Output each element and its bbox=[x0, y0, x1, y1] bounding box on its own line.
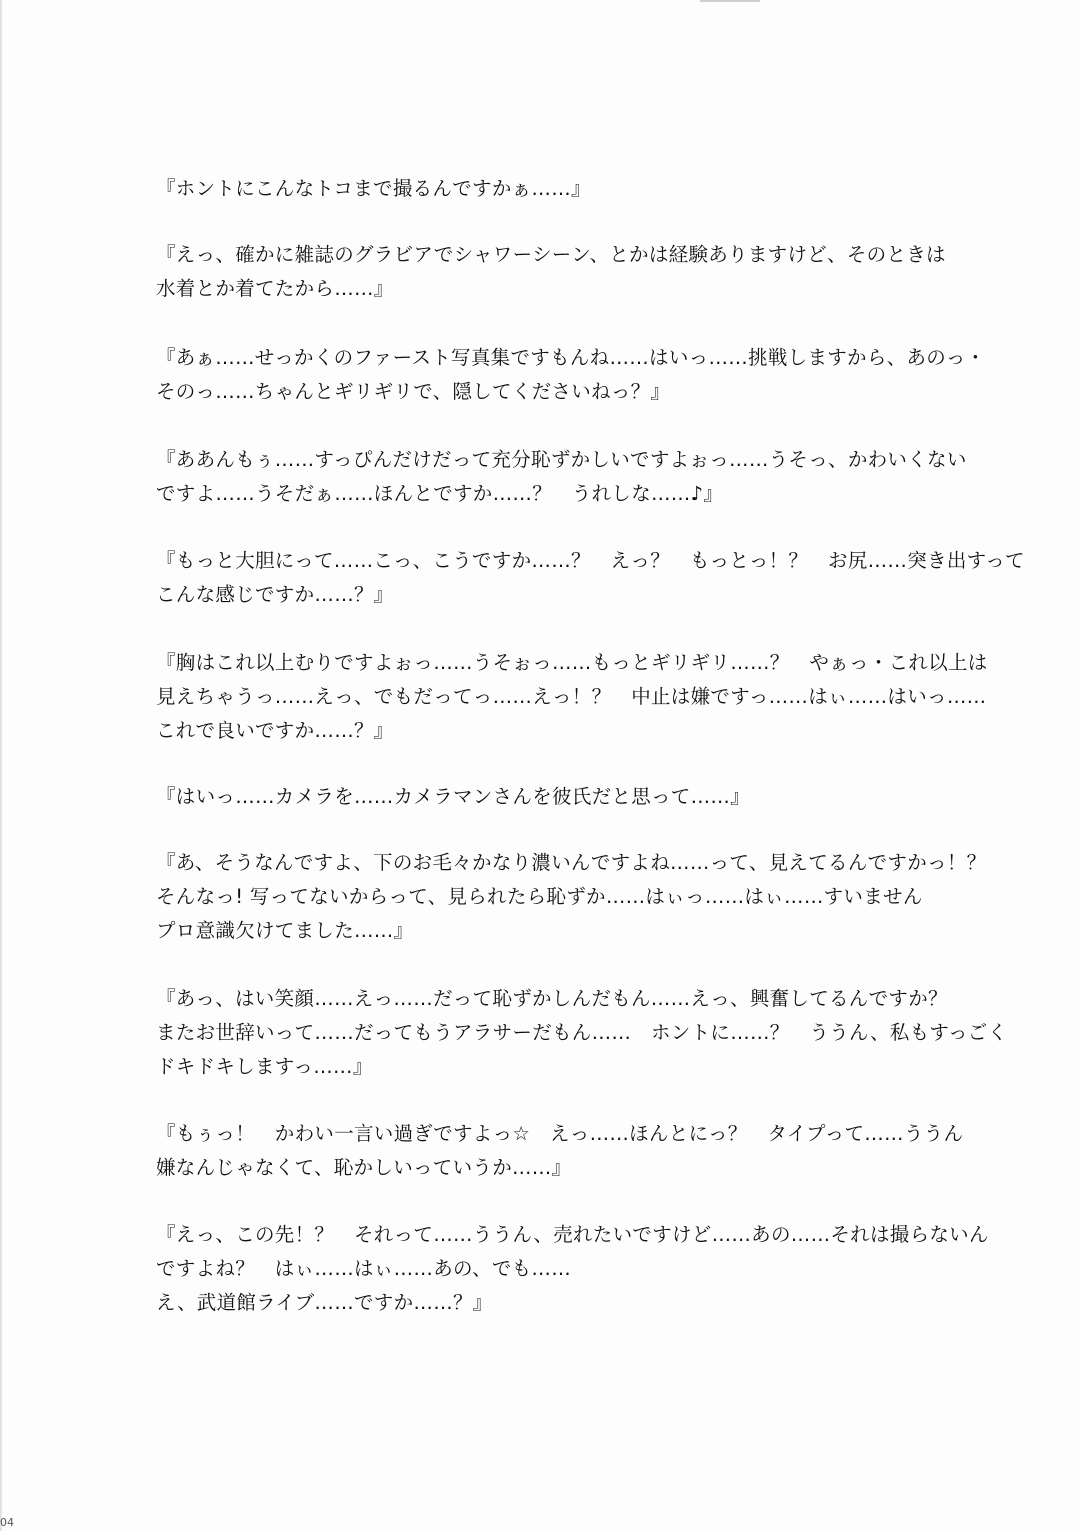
scan-mark bbox=[700, 0, 760, 2]
text-line: ドキドキしますっ……』 bbox=[156, 1055, 373, 1078]
text-line: 『あっ、はい笑顔……えっ……だって恥ずかしんだもん……えっ、興奮してるんですか？ bbox=[156, 987, 948, 1010]
paragraph bbox=[156, 982, 1008, 1084]
text-line: 『胸はこれ以上むりですよぉっ……うそぉっ……もっとギリギリ……？ やぁっ・これ以上は bbox=[156, 651, 988, 674]
paragraph bbox=[156, 341, 986, 409]
text-line: え、武道館ライブ……ですか……？』 bbox=[156, 1291, 493, 1314]
text-line: ですよね？ はぃ……はぃ……あの、でも…… bbox=[156, 1257, 572, 1280]
text-line: こんな感じですか……？』 bbox=[156, 583, 394, 606]
text-line: ですよ……うそだぁ……ほんとですか……？ うれしな……♪』 bbox=[156, 482, 724, 505]
paragraph bbox=[156, 544, 1025, 612]
paragraph bbox=[156, 238, 986, 306]
text-line: 水着とか着てたから……』 bbox=[156, 277, 394, 300]
paragraph bbox=[156, 1218, 989, 1320]
text-line: そのっ……ちゃんとギリギリで、隠してくださいねっ？』 bbox=[156, 380, 671, 403]
text-line: 『はいっ……カメラを……カメラマンさんを彼氏だと思って……』 bbox=[156, 785, 750, 808]
text-line: 『えっ、確かに雑誌のグラビアでシャワーシーン、とかは経験ありますけど、そのときは bbox=[156, 243, 946, 266]
paragraph bbox=[156, 780, 986, 814]
page-number: 04 bbox=[0, 1516, 14, 1529]
text-line: 『もっと大胆にって……こっ、こうですか……？ えっ？ もっとっ！？ お尻……突き出すって bbox=[156, 549, 1025, 572]
text-line: 『えっ、この先！？ それって……ううん、売れたいですけど……あの……それは撮らないん bbox=[156, 1223, 989, 1246]
paragraph bbox=[156, 846, 986, 948]
text-line: 『ホントにこんなトコまで撮るんですかぁ……』 bbox=[156, 177, 591, 200]
paragraph bbox=[156, 172, 986, 206]
paragraph bbox=[156, 1117, 986, 1185]
text-line: プロ意識欠けてました……』 bbox=[156, 919, 414, 942]
text-line: これで良いですか……？』 bbox=[156, 719, 394, 742]
scan-edge bbox=[0, 0, 3, 1531]
text-line: 『もぅっ！ かわい一言い過ぎですよっ☆ えっ……ほんとにっ？ タイプって……ううん bbox=[156, 1122, 964, 1145]
paragraph bbox=[156, 646, 986, 748]
text-line: 『あぁ……せっかくのファースト写真集ですもんね……はいっ……挑戦しますから、あのっ・ bbox=[156, 346, 986, 369]
text-line: 嫌なんじゃなくて、恥かしいっていうか……』 bbox=[156, 1156, 572, 1179]
text-line: またお世辞いって……だってもうアラサーだもん…… ホントに……？ ううん、私もすっごく bbox=[156, 1021, 1008, 1044]
paragraph bbox=[156, 443, 986, 511]
text-line: 『ああんもぅ……すっぴんだけだって充分恥ずかしいですよぉっ……うそっ、かわいくない bbox=[156, 448, 967, 471]
text-line: そんなっ! 写ってないからって、見られたら恥ずか……はぃっ……はぃ……すいません bbox=[156, 885, 923, 908]
text-line: 見えちゃうっ……えっ、でもだってっ……えっ！？ 中止は嫌ですっ……はぃ……はいっ…… bbox=[156, 685, 987, 708]
text-line: 『あ、そうなんですよ、下のお毛々かなり濃いんですよね……って、見えてるんですかっ！？ bbox=[156, 851, 987, 874]
